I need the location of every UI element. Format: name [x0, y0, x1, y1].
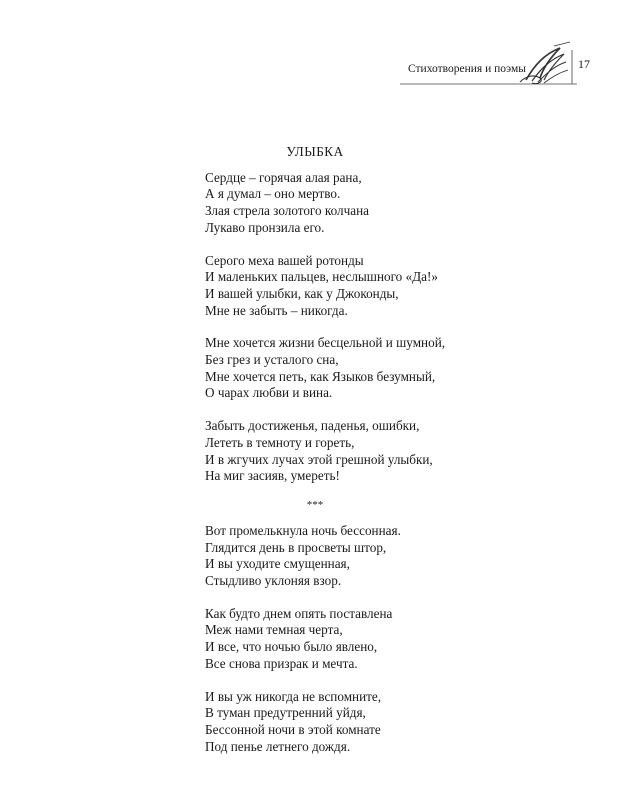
verse-line: Злая стрела золотого колчана — [205, 203, 370, 219]
verse-line: И вашей улыбки, как у Джоконды, — [205, 285, 399, 301]
stanza — [205, 606, 535, 673]
verse-line: Забыть достиженья, паденья, ошибки, — [205, 418, 420, 434]
stanza — [205, 689, 535, 756]
verse-line: Серого меха вашей ротонды — [205, 252, 364, 268]
running-head — [0, 0, 628, 100]
stanza — [205, 253, 535, 320]
verse-line: А я думал – оно мертво. — [205, 186, 341, 202]
verse-line: Меж нами темная черта, — [205, 622, 343, 638]
verse-line: И в жгучих лучах этой грешной улыбки, — [205, 451, 433, 467]
verse-line: Без грез и усталого сна, — [205, 352, 339, 368]
verse-line: Лететь в темноту и гореть, — [205, 434, 355, 450]
verse-line: И вы уходите смущенная, — [205, 556, 350, 572]
poem-title: УЛЫБКА — [286, 144, 344, 159]
verse-line: Глядится день в просветы штор, — [205, 539, 387, 555]
poem-separator: *** — [306, 498, 324, 511]
verse-line: Лукаво пронзила его. — [205, 219, 325, 235]
verse-line: Как будто днем опять поставлена — [205, 605, 393, 621]
stanza — [205, 170, 535, 237]
verse-line: В туман предутренний уйдя, — [205, 705, 366, 721]
verse-line: И маленьких пальцев, неслышного «Да!» — [205, 269, 438, 285]
verse-line: Все снова призрак и мечта. — [205, 655, 358, 671]
verse-line: О чарах любви и вина. — [205, 385, 333, 401]
verse-line: Мне не забыть – никогда. — [205, 302, 348, 318]
verse-line: Мне хочется жизни бесцельной и шумной, — [205, 335, 446, 351]
verse-line: И вы уж никогда не вспомните, — [205, 688, 382, 704]
poem-text-block — [205, 144, 535, 771]
page-number: 17 — [578, 57, 590, 71]
verse-line: Вот промелькнула ночь бессонная. — [205, 522, 401, 538]
verse-line: Сердце – горячая алая рана, — [205, 169, 362, 185]
stanza — [205, 418, 535, 485]
verse-line: Под пенье летнего дождя. — [205, 738, 351, 754]
verse-line: На миг засияв, умереть! — [205, 468, 340, 484]
stanza — [205, 523, 535, 590]
verse-line: И все, что ночью было явлено, — [205, 639, 378, 655]
verse-line: Бессонной ночи в этой комнате — [205, 721, 381, 737]
running-header-title: Стихотворения и поэмы — [408, 63, 526, 75]
verse-line: Стыдливо уклоняя взор. — [205, 573, 342, 589]
verse-line: Мне хочется петь, как Языков безумный, — [205, 368, 436, 384]
stanza — [205, 335, 535, 402]
